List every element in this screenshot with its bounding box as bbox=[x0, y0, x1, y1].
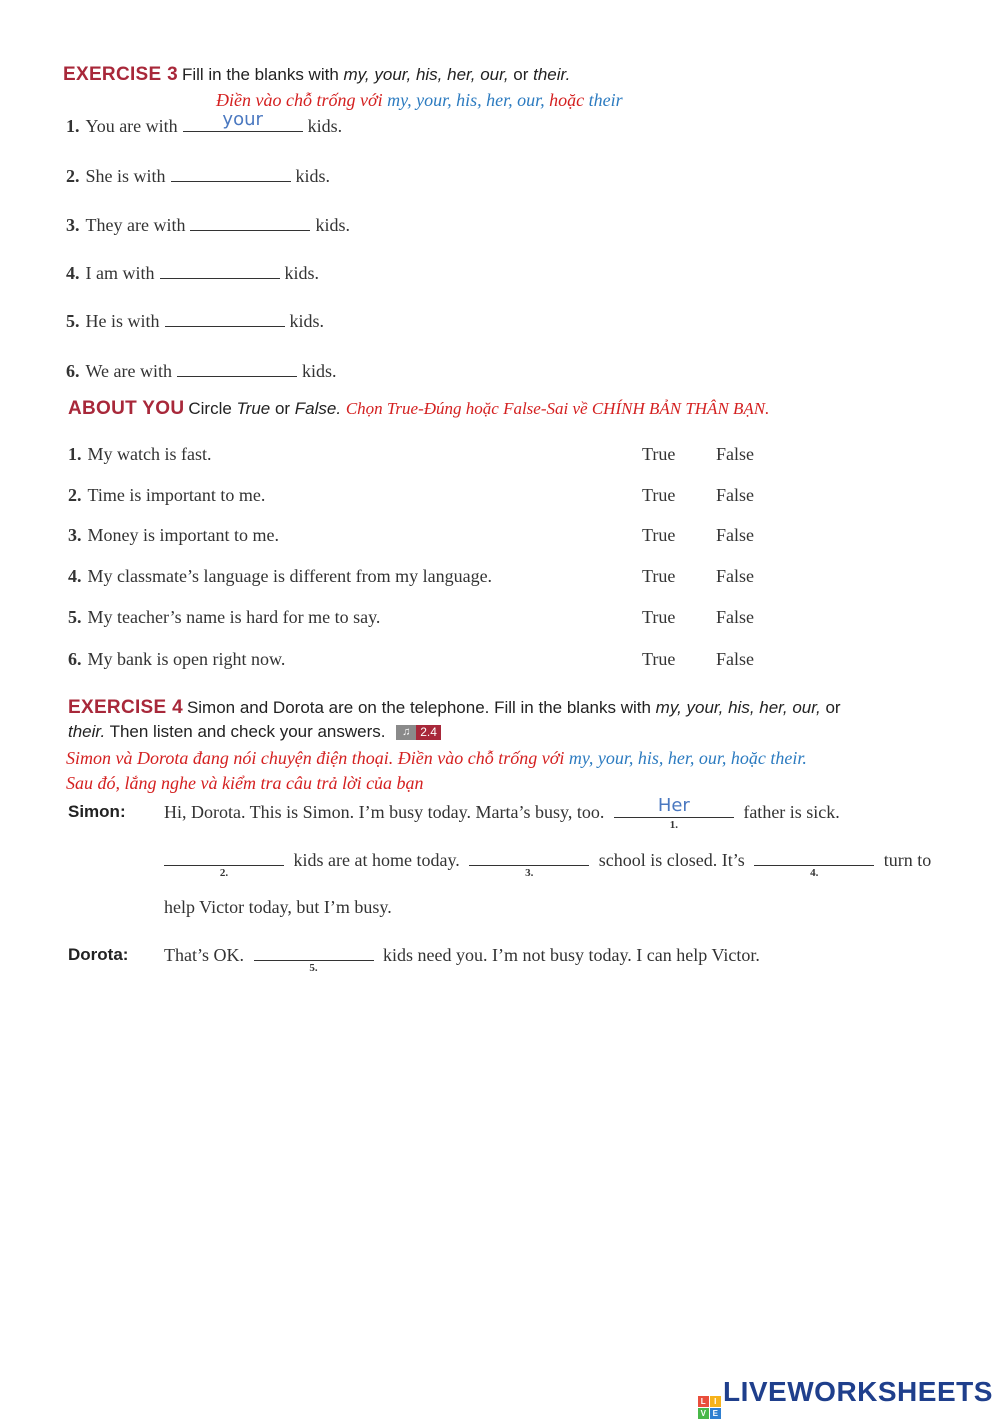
dialogue-line-1: Hi, Dorota. This is Simon. I’m busy today. Marta’s busy, too. Her 1. father is sick. bbox=[164, 801, 840, 823]
answer-input[interactable] bbox=[160, 256, 280, 277]
statement-text: My watch is fast. bbox=[87, 444, 212, 464]
true-option[interactable]: True bbox=[642, 607, 676, 627]
about-you-statement bbox=[68, 444, 211, 465]
logo-mark-icon: L I V E bbox=[698, 1396, 721, 1419]
speaker-simon: Simon: bbox=[68, 802, 126, 821]
true-option[interactable]: True bbox=[642, 525, 676, 545]
false-option[interactable]: False bbox=[716, 566, 754, 586]
dialogue-blank-5 bbox=[254, 944, 374, 974]
item-text-before: They are with bbox=[85, 215, 186, 235]
about-you-statement bbox=[68, 607, 380, 628]
false-option[interactable]: False bbox=[716, 444, 754, 464]
dialogue-answer-input-3[interactable] bbox=[469, 843, 589, 864]
exercise4-vietnamese-line1: Simon và Dorota đang nói chuyện điện thoại. Điền vào chỗ trống với my, your, his, her, our, hoặc their. bbox=[66, 748, 807, 768]
item-text-after: kids. bbox=[307, 116, 343, 136]
statement-text: My classmate’s language is different from my language. bbox=[87, 566, 493, 586]
item-text-after: kids. bbox=[295, 166, 331, 186]
false-option[interactable]: False bbox=[716, 525, 754, 545]
blank-number-4: 4. bbox=[810, 867, 819, 879]
item-number: 5. bbox=[68, 607, 82, 627]
dialogue-blank-1 bbox=[614, 801, 734, 831]
false-option[interactable]: False bbox=[716, 649, 754, 669]
dialogue-line-3: help Victor today, but I’m busy. bbox=[164, 897, 392, 917]
exercise3-item bbox=[66, 165, 330, 187]
exercise3-item bbox=[66, 360, 337, 382]
answer-blank bbox=[165, 310, 285, 327]
statement-text: My teacher’s name is hard for me to say. bbox=[87, 607, 381, 627]
answer-input[interactable] bbox=[165, 304, 285, 325]
exercise3-item bbox=[66, 115, 342, 137]
exercise4-instruction-line2: their. Then listen and check your answers. ♫ 2.4 bbox=[68, 722, 441, 742]
item-text-before: We are with bbox=[85, 361, 173, 381]
exercise4-header bbox=[68, 697, 841, 719]
headphones-icon: ♫ bbox=[396, 725, 416, 740]
item-text-before: He is with bbox=[85, 311, 160, 331]
about-you-header bbox=[68, 398, 769, 420]
dialogue-blank-4 bbox=[754, 849, 874, 879]
about-you-statement bbox=[68, 649, 285, 670]
dialogue-blank-3 bbox=[469, 849, 589, 879]
true-option[interactable]: True bbox=[642, 444, 676, 464]
answer-input[interactable] bbox=[171, 159, 291, 180]
item-number: 6. bbox=[68, 649, 82, 669]
about-you-statement bbox=[68, 566, 492, 587]
item-number: 1. bbox=[66, 116, 80, 136]
answer-blank bbox=[183, 115, 303, 132]
audio-track-number: 2.4 bbox=[416, 725, 441, 740]
exercise3-vietnamese-instruction: Điền vào chỗ trống với my, your, his, her, our, hoặc their bbox=[216, 90, 623, 110]
about-you-title: ABOUT YOU bbox=[68, 398, 185, 419]
logo-text: LIVEWORKSHEETS bbox=[723, 1376, 993, 1407]
answer-blank bbox=[160, 262, 280, 279]
blank-number-2: 2. bbox=[219, 867, 229, 879]
about-you-statement bbox=[68, 525, 279, 546]
answer-blank bbox=[190, 214, 310, 231]
exercise4-instruction-line1: Simon and Dorota are on the telephone. Fill in the blanks with my, your, his, her, our, or bbox=[186, 698, 841, 717]
answer-input[interactable] bbox=[190, 208, 310, 229]
answer-blank bbox=[171, 165, 291, 182]
item-number: 6. bbox=[66, 361, 80, 381]
item-text-after: kids. bbox=[289, 311, 325, 331]
item-number: 1. bbox=[68, 444, 82, 464]
answer-blank bbox=[177, 360, 297, 377]
true-option[interactable]: True bbox=[642, 485, 676, 505]
dialogue-line-2: 2. kids are at home today. 3. school is closed. It’s 4. turn to bbox=[159, 849, 931, 871]
about-you-instruction: Circle True or False. bbox=[188, 399, 342, 418]
blank-number-3: 3. bbox=[525, 867, 534, 879]
item-number: 2. bbox=[66, 166, 80, 186]
statement-text: My bank is open right now. bbox=[87, 649, 286, 669]
blank-number-5: 5. bbox=[309, 962, 318, 974]
item-text-before: She is with bbox=[85, 166, 166, 186]
item-number: 5. bbox=[66, 311, 80, 331]
audio-track-badge[interactable] bbox=[396, 725, 441, 740]
dialogue-answer-input-2[interactable] bbox=[164, 843, 284, 864]
dialogue-answer-input-1[interactable] bbox=[614, 795, 734, 816]
blank-number-1: 1. bbox=[669, 819, 678, 831]
item-number: 4. bbox=[68, 566, 82, 586]
about-you-statement bbox=[68, 485, 265, 506]
exercise3-header bbox=[63, 64, 570, 86]
answer-input[interactable] bbox=[177, 354, 297, 375]
exercise3-item bbox=[66, 310, 324, 332]
exercise3-item bbox=[66, 214, 350, 236]
false-option[interactable]: False bbox=[716, 607, 754, 627]
dialogue-line-4: That’s OK. 5. kids need you. I’m not busy today. I can help Victor. bbox=[164, 944, 760, 966]
false-option[interactable]: False bbox=[716, 485, 754, 505]
statement-text: Money is important to me. bbox=[87, 525, 279, 545]
true-option[interactable]: True bbox=[642, 566, 676, 586]
exercise3-title: EXERCISE 3 bbox=[63, 64, 178, 85]
true-option[interactable]: True bbox=[642, 649, 676, 669]
speaker-dorota: Dorota: bbox=[68, 945, 129, 964]
answer-input[interactable] bbox=[183, 109, 303, 130]
item-number: 4. bbox=[66, 263, 80, 283]
dialogue-answer-input-4[interactable] bbox=[754, 843, 874, 864]
exercise4-vietnamese-line2: Sau đó, lắng nghe và kiểm tra câu trả lời của bạn bbox=[66, 773, 424, 793]
item-text-after: kids. bbox=[315, 215, 350, 235]
item-text-after: kids. bbox=[284, 263, 320, 283]
exercise4-title: EXERCISE 4 bbox=[68, 697, 183, 718]
item-number: 3. bbox=[68, 525, 82, 545]
item-number: 3. bbox=[66, 215, 80, 235]
statement-text: Time is important to me. bbox=[87, 485, 266, 505]
about-you-vietnamese-instruction: Chọn True-Đúng hoặc False-Sai về CHÍNH BẢN THÂN BẠN. bbox=[345, 399, 770, 418]
exercise3-instruction: Fill in the blanks with my, your, his, her, our, or their. bbox=[181, 65, 571, 84]
dialogue-answer-input-5[interactable] bbox=[254, 938, 374, 959]
item-text-before: I am with bbox=[85, 263, 155, 283]
item-text-after: kids. bbox=[302, 361, 337, 381]
item-number: 2. bbox=[68, 485, 82, 505]
exercise3-item bbox=[66, 262, 319, 284]
item-text-before: You are with bbox=[85, 116, 178, 136]
dialogue-blank-2 bbox=[164, 849, 284, 879]
